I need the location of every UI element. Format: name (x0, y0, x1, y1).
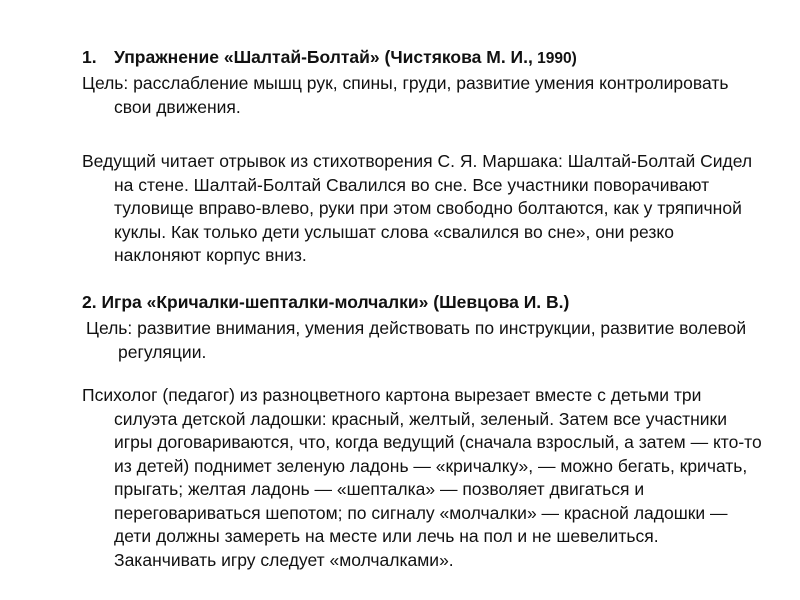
item2-description: Психолог (педагог) из разноцветного картона вырезает вместе с детьми три силуэта детской ладошки: красный, желтый, зеленый. Затем все участники игры договариваются, что, когда ведущий (сначала взрослый, а затем — кто-то из детей) поднимет зеленую ладонь — «кричалку», — можно бегать, кричать, прыгать; желтая ладонь — «шепталка» — позволяет двигаться и переговариваться шепотом; по сигналу «молчалки» — красной ладошки — дети должны замереть на месте или лечь на пол и не шевелиться. Заканчивать игру следует «молчалками». (82, 385, 762, 570)
item1-heading-year: 1990) (532, 50, 577, 67)
item1-description: Ведущий читает отрывок из стихотворения С. Я. Маршака: Шалтай-Болтай Сидел на стене. Шалтай-Болтай Свалился во сне. Все участники поворачивают туловище вправо-влево, руки при этом свободно болтаются, как у тряпичной куклы. Как только дети услышат слова «свалился во сне», они резко наклоняют корпус вниз. (82, 151, 753, 265)
item2-heading: 2. Игра «Кричалки-шепталки-молчалки» (Шевцова И. В.) (82, 292, 570, 312)
item1-goal: Цель: расслабление мышц рук, спины, груди, развитие умения контролировать свои движения. (82, 73, 729, 117)
item1-heading (84, 46, 734, 71)
item2-goal: Цель: развитие внимания, умения действовать по инструкции, развитие волевой регуляции. (86, 318, 747, 362)
item1-number: 1. (82, 47, 97, 67)
item1-heading-title: Упражнение «Шалтай-Болтай» (Чистякова М. И., (114, 47, 533, 67)
